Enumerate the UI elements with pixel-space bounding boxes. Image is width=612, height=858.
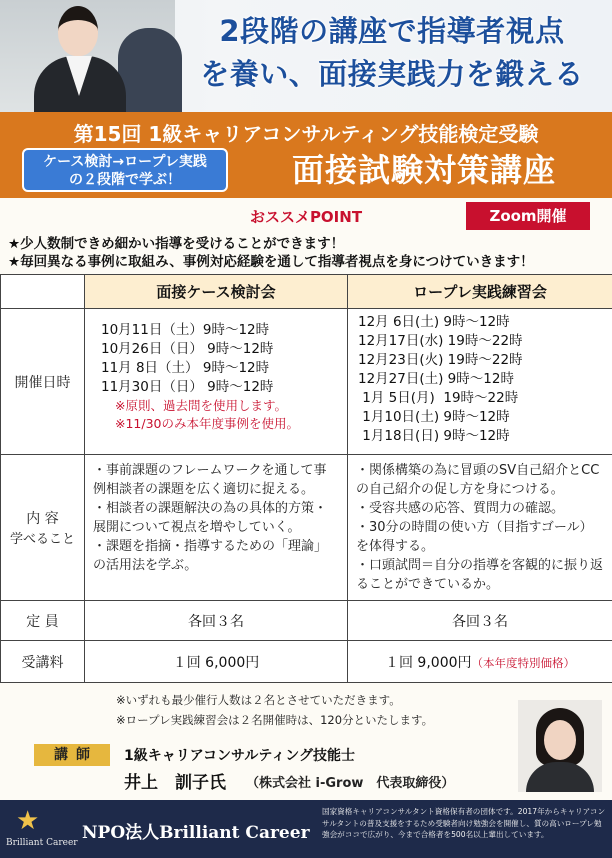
hero-photo	[0, 0, 175, 112]
row-label-fee: 受講料	[1, 641, 85, 683]
col1-date-4: 11月30日（日） 9時～12時	[101, 379, 274, 395]
row-label-content	[1, 455, 85, 601]
col2-date-4: 12月27日(土) 9時～12時	[358, 371, 514, 387]
col1-fee: １回 6,000円	[85, 641, 348, 683]
headline-line1: 2段階の講座で指導者視点	[219, 14, 565, 48]
schedule-table	[0, 274, 612, 683]
instructor-company: （株式会社 i-Grow 代表取締役）	[246, 776, 455, 791]
note-2: ※ロープレ実践練習会は２名開催時は、120分といたします。	[116, 713, 434, 727]
col1-header: 面接ケース検討会	[85, 275, 348, 309]
photo-person-head	[58, 6, 98, 56]
col2-fee-note: （本年度特別価格）	[471, 655, 576, 670]
col2-date-7: 1月18日(日) 9時～12時	[358, 428, 510, 444]
row-label-capacity: 定 員	[1, 601, 85, 641]
instructor-role: 講師	[34, 744, 110, 766]
col2-date-3: 12月23日(火) 19時～22時	[358, 352, 523, 368]
footer	[0, 800, 612, 858]
table-row-fee	[1, 641, 612, 683]
row-label-content-1: 内 容	[26, 511, 59, 527]
org-name: NPO法人Brilliant Career	[82, 823, 310, 843]
recommend-title: おススメPOINT	[249, 208, 363, 226]
instructor-qualification: 1級キャリアコンサルティング技能士	[124, 748, 355, 764]
title-band	[0, 112, 612, 198]
col2-date-2: 12月17日(水) 19時～22時	[358, 333, 523, 349]
col1-capacity: 各回３名	[85, 601, 348, 641]
col1-date-2: 10月26日（日） 9時～12時	[101, 341, 274, 357]
col1-note-1: ※原則、過去問を使用します。	[115, 398, 287, 413]
portrait-face	[544, 720, 576, 760]
notes	[116, 690, 433, 730]
zoom-badge: Zoom開催	[466, 202, 590, 230]
col1-dates-cell	[85, 309, 348, 455]
col1-date-1: 10月11日（土）9時～12時	[101, 322, 270, 338]
col2-dates-cell	[348, 309, 612, 455]
table-row-dates	[1, 309, 612, 455]
col1-date-3: 11月 8日（土） 9時～12時	[101, 360, 270, 376]
col2-capacity: 各回３名	[348, 601, 612, 641]
row-label-dates: 開催日時	[1, 309, 85, 455]
recommend-point-2: ★毎回異なる事例に取組み、事例対応経験を通して指導者視点を身につけていきます！	[8, 254, 534, 270]
hero-headline	[172, 10, 612, 96]
table-row-capacity	[1, 601, 612, 641]
org-description: 国家資格キャリアコンサルタント資格保有者の団体です。2017年からキャリアコンサルタントの普及支援をするため受験者向け勉強会を開催し、質の高いロープレ勉強会がココで広がり、今まで合格者を500名以上輩出しています。	[322, 807, 606, 839]
col2-date-6: 1月10日(土) 9時～12時	[358, 409, 510, 425]
badge-line2: の２段階で学ぶ！	[69, 172, 181, 188]
badge-line1: ケース検討→ロープレ実践	[43, 154, 207, 170]
headline-line2: を養い、面接実践力を鍛える	[200, 57, 584, 91]
instructor-photo	[518, 700, 602, 792]
col2-header: ロープレ実践練習会	[348, 275, 612, 309]
table-row-content	[1, 455, 612, 601]
instructor-name: 井上 訓子氏	[124, 773, 226, 793]
star-logo-icon: ★	[16, 806, 40, 836]
col2-fee: １回 9,000円	[384, 654, 472, 671]
col1-content-cell: ・事前課題のフレームワークを通して事例相談者の課題を広く適切に捉える。 ・相談者の課題解決の為の具体的方策・展開について視点を増やしていく。 ・課題を指摘・指導するための「理論」の活用法を学ぶ。	[85, 455, 348, 601]
col2-fee-cell	[348, 641, 612, 683]
col1-note-2: ※11/30のみ本年度事例を使用。	[115, 416, 299, 431]
table-header-row	[1, 275, 612, 309]
two-step-badge	[22, 148, 228, 192]
col2-content-cell: ・関係構築の為に冒頭のSV自己紹介とCCの自己紹介の促し方を身につける。 ・受容共感の応答、質問力の確認。 ・30分の時間の使い方（目指すゴール）を体得する。 ・口頭試問＝自分の指導を客観的に振り返ることができているか。	[348, 455, 612, 601]
hero-banner	[0, 0, 612, 112]
table-corner	[1, 275, 85, 309]
col2-date-1: 12月 6日(土) 9時～12時	[358, 314, 510, 330]
exam-title: 第15回 1級キャリアコンサルティング技能検定受験	[73, 122, 539, 146]
col2-date-5: 1月 5日(月) 19時～22時	[358, 390, 519, 406]
recommend-point-1: ★少人数制できめ細かい指導を受けることができます！	[8, 236, 345, 252]
note-1: ※いずれも最少催行人数は２名とさせていただきます。	[116, 693, 401, 707]
portrait-body	[526, 762, 594, 792]
row-label-content-2: 学べること	[9, 532, 75, 547]
logo-text: Brilliant Career	[6, 838, 78, 848]
course-title: 面接試験対策講座	[291, 151, 556, 189]
